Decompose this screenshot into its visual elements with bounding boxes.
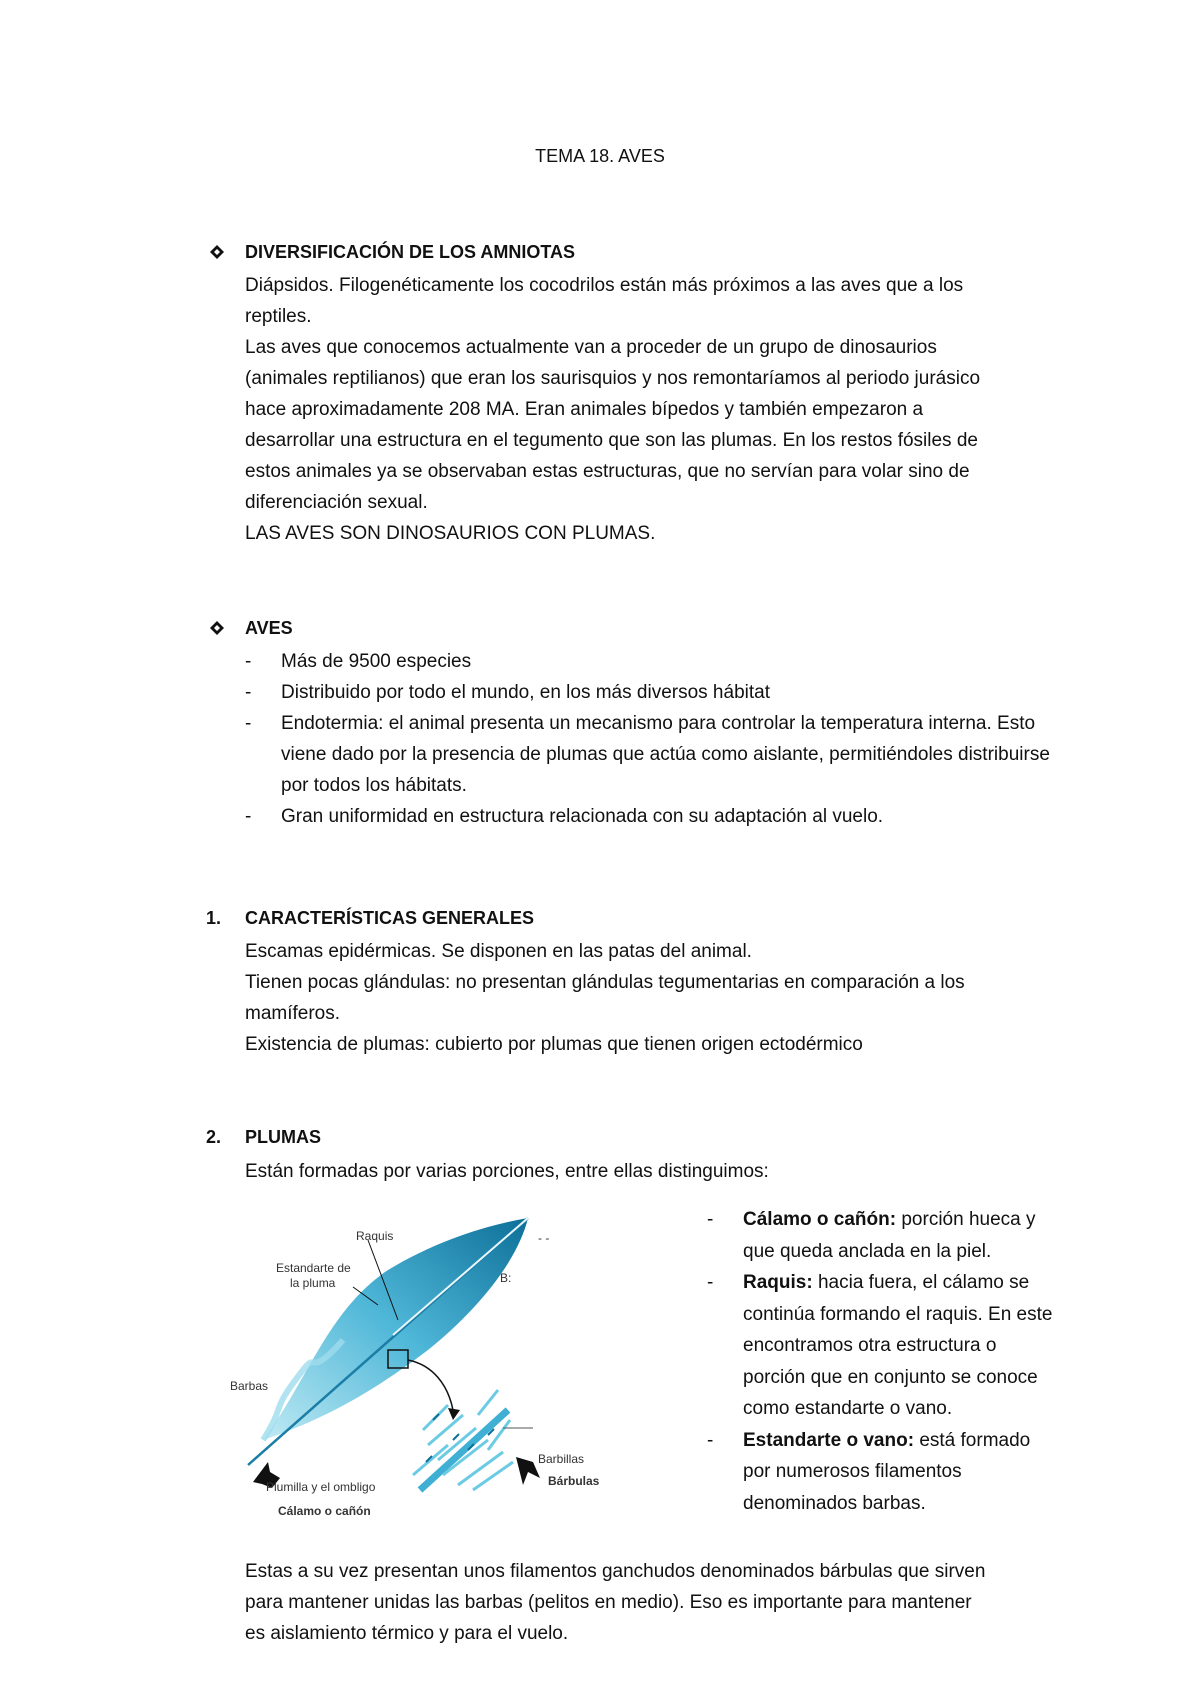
section-heading-caracteristicas: CARACTERÍSTICAS GENERALES <box>245 908 535 928</box>
section-heading-plumas: PLUMAS <box>245 1127 321 1147</box>
paragraph-line: reptiles. <box>245 306 312 327</box>
paragraph-line: Las aves que conocemos actualmente van a proceder de un grupo de dinosaurios <box>245 337 937 358</box>
list-item: - Gran uniformidad en estructura relacionada con su adaptación al vuelo. <box>245 806 884 827</box>
label-estandarte-1: Estandarte de <box>276 1261 351 1275</box>
label-b-partial: B: <box>500 1271 512 1285</box>
list-item: - Endotermia: el animal presenta un mecanismo para controlar la temperatura interna. Esto viene dado por la presencia de plumas que actúa como aislante, permitiéndoles distribuirse por todos los hábitats. <box>245 713 1050 796</box>
feather-diagram <box>230 1200 688 1540</box>
label-estandarte-2: la pluma <box>290 1276 336 1290</box>
paragraph-line: Escamas epidérmicas. Se disponen en las patas del animal. <box>245 941 752 962</box>
page-title: TEMA 18. AVES <box>535 146 665 166</box>
barbs-detail-icon <box>413 1390 533 1490</box>
paragraph-line: mamíferos. <box>245 1003 341 1024</box>
label-barbillas: Barbillas <box>538 1452 585 1466</box>
list-item: - Cálamo o cañón: porción hueca y que queda anclada en la piel. <box>707 1209 1036 1262</box>
paragraph-line: Estas a su vez presentan unos filamentos ganchudos denominados bárbulas que sirven <box>245 1561 986 1582</box>
list-item: - Más de 9500 especies <box>245 651 472 672</box>
label-dash: - - <box>538 1231 550 1245</box>
aves-bullet-list <box>245 646 1065 832</box>
label-barbulas: Bárbulas <box>548 1474 600 1488</box>
plumas-closing <box>245 1556 1065 1649</box>
section-heading-amniotas: DIVERSIFICACIÓN DE LOS AMNIOTAS <box>245 242 576 262</box>
label-calamo: Cálamo o cañón <box>278 1504 371 1518</box>
diamond-bullet-icon <box>210 621 224 635</box>
paragraph-line: estos animales ya se observaban estas estructuras, que no servían para volar sino de <box>245 461 970 482</box>
paragraph-line: Existencia de plumas: cubierto por plumas que tienen origen ectodérmico <box>245 1034 863 1055</box>
section-body-caracteristicas <box>245 936 1065 1060</box>
feather-parts-list <box>705 1204 1060 1519</box>
plumas-intro: Están formadas por varias porciones, entre ellas distinguimos: <box>245 1161 769 1182</box>
list-item: - Raquis: hacia fuera, el cálamo se continúa formando el raquis. En este encontramos otra estructura o porción que en conjunto se conoce como estandarte o vano. <box>707 1272 1053 1419</box>
list-item: - Distribuido por todo el mundo, en los más diversos hábitat <box>245 682 770 703</box>
arrow-icon <box>516 1457 540 1485</box>
paragraph-line: es aislamiento térmico y para el vuelo. <box>245 1623 569 1644</box>
paragraph-line: desarrollar una estructura en el tegumento que son las plumas. En los restos fósiles de <box>245 430 978 451</box>
label-plumilla: Plumilla y el ombligo <box>266 1480 376 1494</box>
paragraph-line: hace aproximadamente 208 MA. Eran animales bípedos y también empezaron a <box>245 399 924 420</box>
diamond-bullet-icon <box>210 245 224 259</box>
label-raquis: Raquis <box>356 1229 394 1243</box>
paragraph-line: Tienen pocas glándulas: no presentan glándulas tegumentarias en comparación a los <box>245 972 965 993</box>
section-body-amniotas <box>245 270 1065 549</box>
section-number: 2. <box>206 1127 222 1147</box>
paragraph-line: diferenciación sexual. <box>245 492 428 513</box>
list-item: - Estandarte o vano: está formado por numerosos filamentos denominados barbas. <box>707 1429 1031 1514</box>
label-barbas: Barbas <box>230 1379 269 1393</box>
paragraph-line: Diápsidos. Filogenéticamente los cocodrilos están más próximos a las aves que a los <box>245 275 964 296</box>
paragraph-line: LAS AVES SON DINOSAURIOS CON PLUMAS. <box>245 523 656 544</box>
paragraph-line: (animales reptilianos) que eran los saurisquios y nos remontaríamos al periodo jurásico <box>245 368 981 389</box>
section-number: 1. <box>206 908 222 928</box>
paragraph-line: para mantener unidas las barbas (pelitos en medio). Eso es importante para mantener <box>245 1592 972 1613</box>
section-heading-aves: AVES <box>245 618 293 638</box>
